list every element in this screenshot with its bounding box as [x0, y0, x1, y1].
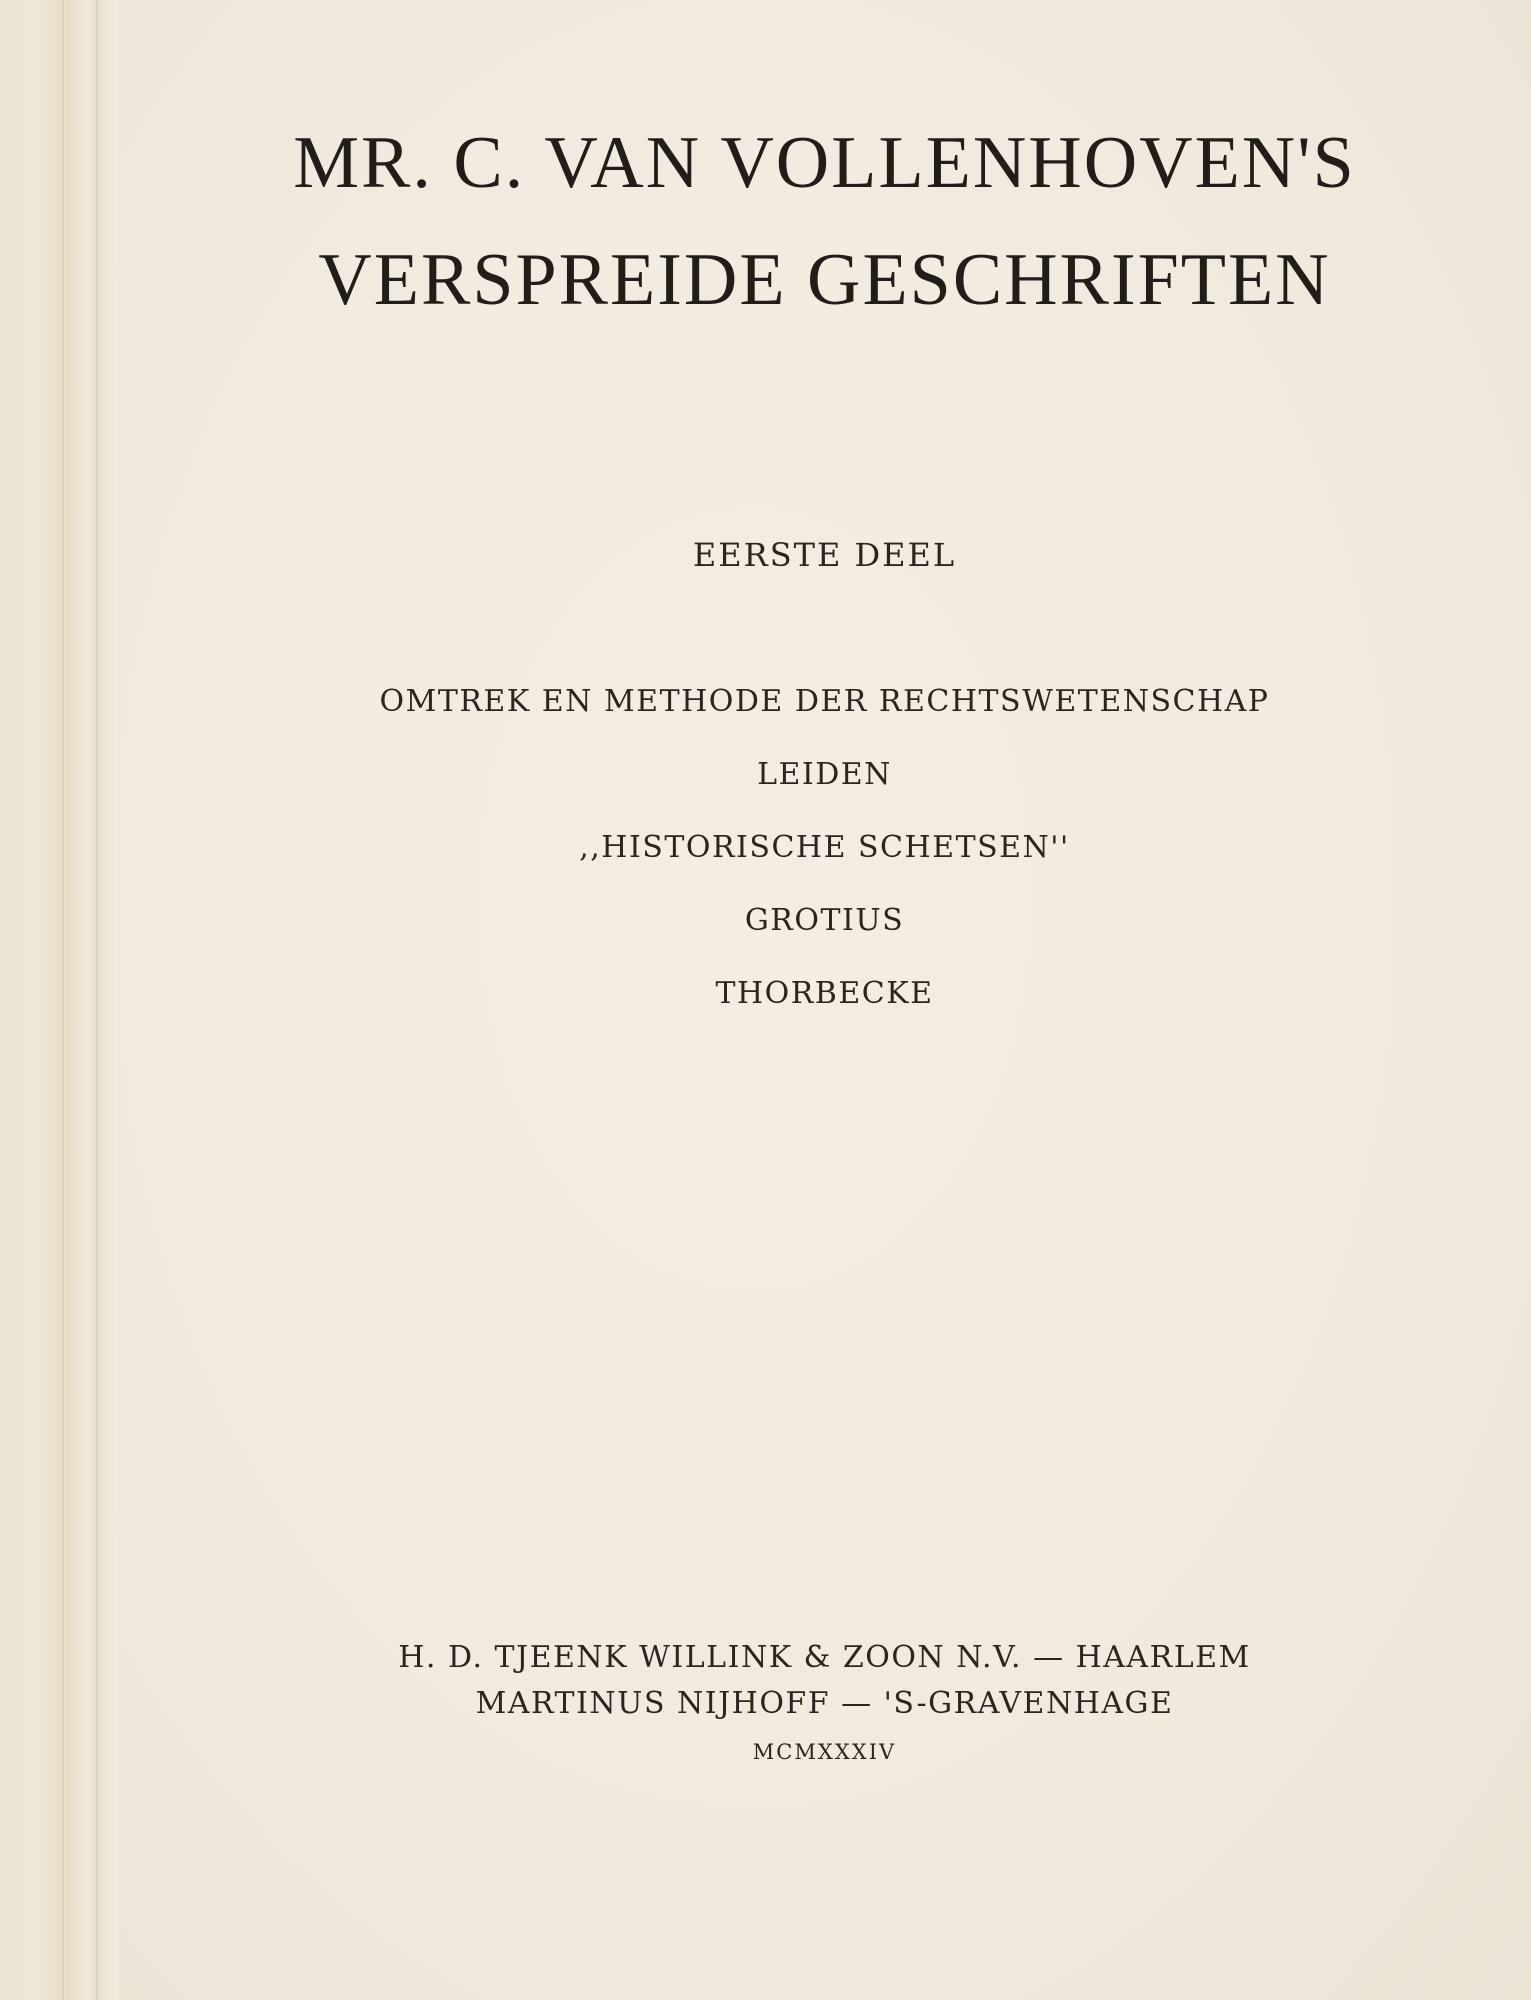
contents-item: LEIDEN	[757, 757, 892, 792]
title-line-2: VERSPREIDE GESCHRIFTEN	[318, 239, 1331, 321]
contents-item: GROTIUS	[744, 903, 905, 938]
gutter-fold-line	[62, 0, 64, 2000]
publication-year: MCMXXXIV	[752, 1740, 897, 1764]
contents-item: ,,HISTORISCHE SCHETSEN''	[579, 830, 1070, 865]
title-page	[118, 0, 1531, 2000]
title-line-1: MR. C. VAN VOLLENHOVEN'S	[293, 122, 1356, 204]
volume-label: EERSTE DEEL	[692, 536, 957, 574]
publisher-line-1: H. D. TJEENK WILLINK & ZOON N.V. — HAARLEM	[398, 1640, 1251, 1675]
publisher-line-2: MARTINUS NIJHOFF — 'S-GRAVENHAGE	[475, 1686, 1174, 1721]
contents-item: THORBECKE	[715, 976, 934, 1011]
gutter-fold-line	[96, 0, 98, 2000]
binding-gutter	[0, 0, 118, 2000]
contents-item: OMTREK EN METHODE DER RECHTSWETENSCHAP	[379, 684, 1270, 719]
